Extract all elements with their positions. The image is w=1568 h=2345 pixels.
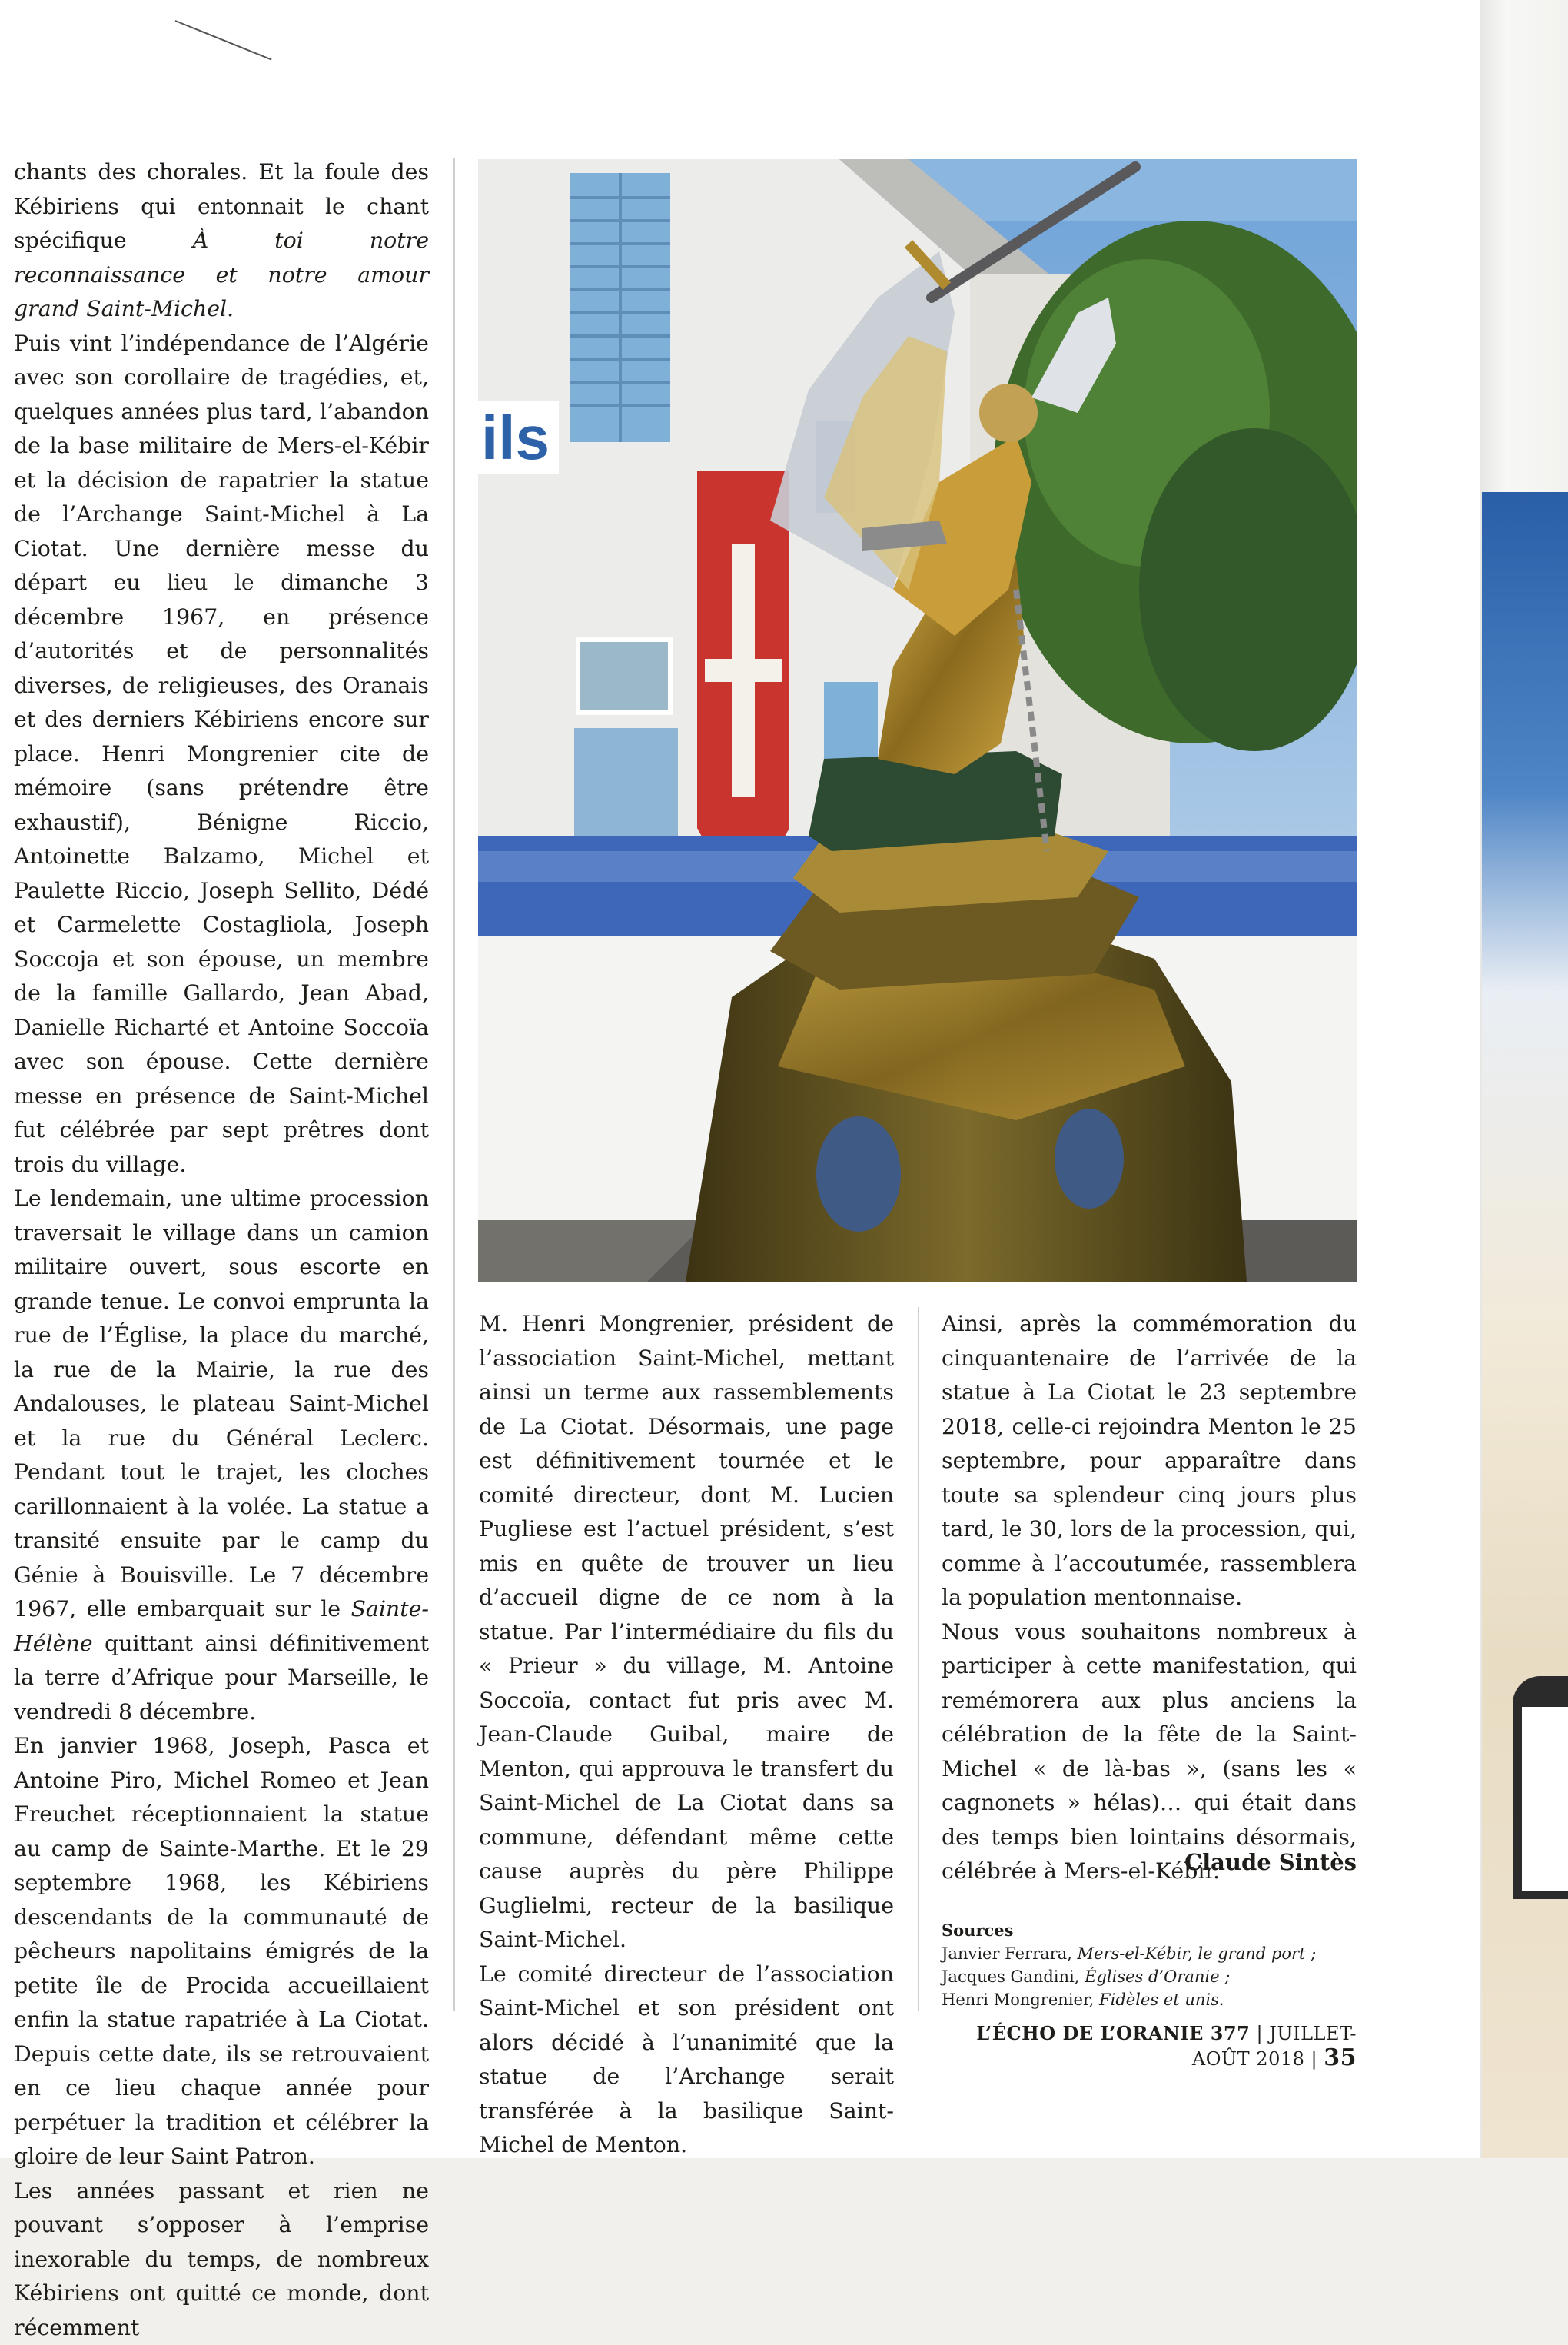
- ship-name: Sainte-Hélène: [14, 1596, 429, 1656]
- column-rule-2: [918, 1307, 919, 2011]
- adjacent-page-strip: [1482, 492, 1568, 2158]
- article-column-1: [14, 155, 429, 2345]
- column-rule-1: [453, 158, 455, 2011]
- page-footer: [926, 2022, 1357, 2071]
- paragraph-procession: Le lendemain, une ultime procession traversait le village dans un camion militaire ouvert, sous escorte en grande tenue. Le convoi emprunta la rue de l’Église, la place du marché, la rue de la Mairie, la rue des Andalouses, le plateau Saint-Michel et la rue du Général Leclerc. Pendant tout le trajet, les cloches carillonnaient à la volée. La statue a transité ensuite par le camp du Génie à Bouisville. Le 7 décembre 1967, elle embarquait sur le Sainte-Hélène quittant ainsi définitivement la terre d’Afrique pour Marseille, le vendredi 8 décembre.: [14, 1182, 429, 1729]
- chant-title: À toi notre reconnaissance et notre amour grand Saint-Michel.: [14, 228, 429, 321]
- banner-text: ils: [481, 404, 550, 472]
- source-item: Jacques Gandini, Églises d’Oranie ;: [942, 1965, 1372, 1988]
- footer-separator: |: [1257, 2023, 1264, 2044]
- article-column-2: [479, 1307, 894, 2163]
- paragraph-comite: Le comité directeur de l’association Saint-Michel et son président ont alors décidé à l’unanimité que la statue de l’Archange serait transférée à la basilique Saint-Michel de Menton.: [479, 1957, 894, 2163]
- paragraph-janvier-1968: En janvier 1968, Joseph, Pasca et Antoine Piro, Michel Romeo et Jean Freuchet réceptionnaient la statue au camp de Sainte-Marthe. Et le 29 septembre 1968, les Kébiriens descendants de la communauté de pêcheurs napolitains émigrés de la petite île de Procida accueillaient enfin la statue rapatriée à La Ciotat. Depuis cette date, ils se retrouvaient en ce lieu chaque année pour perpétuer la tradition et célébrer la gloire de leur Saint Patron.: [14, 1729, 429, 2174]
- sources-title: Sources: [942, 1919, 1372, 1942]
- author-signature: Claude Sintès: [942, 1849, 1357, 1875]
- statue-photo: [478, 159, 1357, 1282]
- page-number: 35: [1324, 2044, 1357, 2071]
- paragraph-souhaits: Nous vous souhaitons nombreux à participer à cette manifestation, qui remémorera aux plus anciens la célébration de la fête de la Saint-Michel « de là-bas », (sans les « cagnonets » hélas)… qui était dans des temps bien lointains désormais, célébrée à Mers-el-Kébir.: [942, 1615, 1357, 1889]
- paragraph-annees: Les années passant et rien ne pouvant s’opposer à l’emprise inexorable du temps, de nombreux Kébiriens ont quitté ce monde, dont récemment: [14, 2174, 429, 2345]
- paragraph-independance: Puis vint l’indépendance de l’Algérie avec son corollaire de tragédies, et, quelques années plus tard, l’abandon de la base militaire de Mers-el-Kébir et la décision de rapatrier la statue de l’Archange Saint-Michel à La Ciotat. Une dernière messe du départ eu lieu le dimanche 3 décembre 1967, en présence d’autorités et de personnalités diverses, de religieuses, des Oranais et des derniers Kébiriens encore sur place. Henri Mongrenier cite de mémoire (sans prétendre être exhaustif), Bénigne Riccio, Antoinette Balzamo, Michel et Paulette Riccio, Joseph Sellito, Dédé et Carmelette Costagliola, Joseph Soccoja et son épouse, un membre de la famille Gallardo, Jean Abad, Danielle Richarté et Antoine Soccoïa avec son épouse. Cette dernière messe en présence de Saint-Michel fut célébrée par sept prêtres dont trois du village.: [14, 327, 429, 1182]
- saint-michel-statue-image: [478, 159, 1357, 1282]
- paragraph-commemoration: Ainsi, après la commémoration du cinquantenaire de l’arrivée de la statue à La Ciotat le 23 septembre 2018, celle-ci rejoindra Menton le 25 septembre, pour apparaître dans toute sa splendeur cinq jours plus tard, le 30, lors de la procession, qui, comme à l’accoutumée, rassemblera la population mentonnaise.: [942, 1307, 1357, 1615]
- source-item: Janvier Ferrara, Mers-el-Kébir, le grand port ;: [942, 1942, 1372, 1965]
- paragraph-mongrenier: M. Henri Mongrenier, président de l’association Saint-Michel, mettant ainsi un terme aux rassemblements de La Ciotat. Désormais, une page est définitivement tournée et le comité directeur, dont M. Lucien Pugliese est l’actuel président, s’est mis en quête de trouver un lieu d’accueil digne de ce nom à la statue. Par l’intermédiaire du fils du « Prieur » du village, M. Antoine Soccoïa, contact fut pris avec M. Jean-Claude Guibal, maire de Menton, qui approuva le transfert du Saint-Michel de La Ciotat dans sa commune, défendant même cette cause auprès du père Philippe Guglielmi, recteur de la basilique Saint-Michel.: [479, 1307, 894, 1957]
- source-item: Henri Mongrenier, Fidèles et unis.: [942, 1988, 1372, 2011]
- article-column-3: [942, 1307, 1357, 1889]
- sources-block: [942, 1919, 1372, 2011]
- footer-separator: |: [1311, 2048, 1318, 2070]
- paragraph-chants: chants des chorales. Et la foule des Kébiriens qui entonnait le chant spécifique À toi notre reconnaissance et notre amour grand Saint-Michel.: [14, 155, 429, 327]
- archway-shape: [1513, 1676, 1568, 1899]
- magazine-title: L’ÉCHO DE L’ORANIE 377: [976, 2022, 1250, 2044]
- issue-date: JUILLET-AOÛT 2018: [1192, 2023, 1357, 2070]
